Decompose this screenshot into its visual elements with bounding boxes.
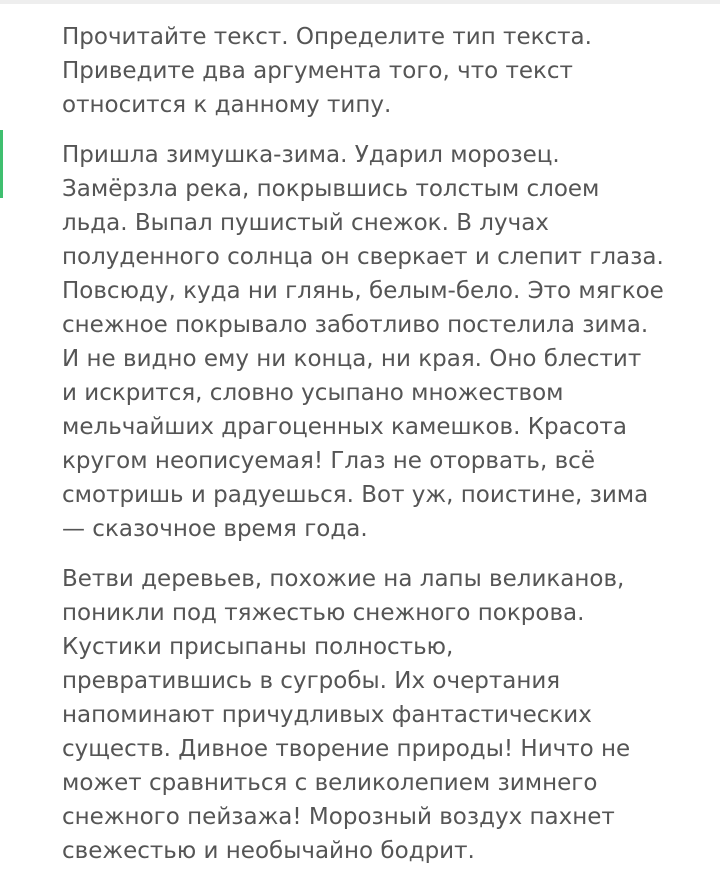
top-divider [0,0,720,4]
document-content [62,20,702,884]
text-paragraph-2: Ветви деревьев, похожие на лапы великанов, поникли под тяжестью снежного покрова. Кустики присыпаны полностью, превратившись в сугробы. Их очертания напоминают причудливых фантастических существ. Дивное творение природы! Ничто не может сравниться с великолепием зимнего снежного пейзажа! Морозный воздух пахнет свежестью и необычайно бодрит. [62,566,631,864]
task-instruction: Прочитайте текст. Определите тип текста. Приведите два аргумента того, что текст относится к данному типу. [62,24,592,118]
text-paragraph-1: Пришла зимушка-зима. Ударил морозец. Замёрзла река, покрывшись толстым слоем льда. Выпал пушистый снежок. В лучах полуденного солнца он сверкает и слепит глаза. Повсюду, куда ни глянь, белым-бело. Это мягкое снежное покрывало заботливо постелила зима. И не видно ему ни конца, ни края. Оно блестит и искрится, словно усыпано множеством мельчайших драгоценных камешков. Красота кругом неописуемая! Глаз не оторвать, всё смотришь и радуешься. Вот уж, поистине, зима — сказочное время года. [62,142,664,542]
accent-bar [0,130,3,198]
